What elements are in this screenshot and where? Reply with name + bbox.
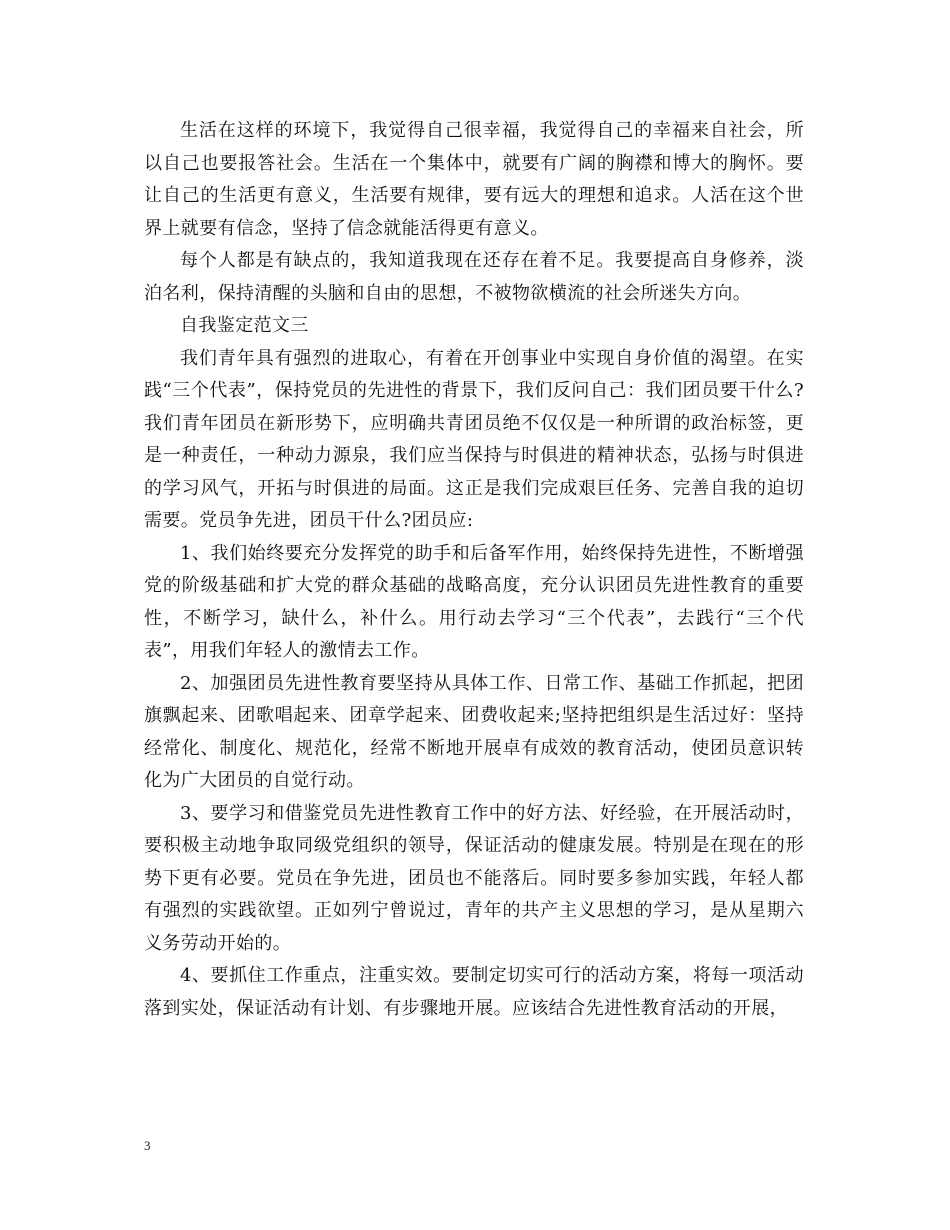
paragraph-6: 3、要学习和借鉴党员先进性教育工作中的好方法、好经验，在开展活动时，要积极主动地争取同级党组织的领导，保证活动的健康发展。特别是在现在的形势下更有必要。党员在争先进，团员也不能落后。同时要多参加实践，年轻人都有强烈的实践欲望。正如列宁曾说过，青年的共产主义思想的学习，是从星期六义务劳动开始的。 [144,802,804,954]
document-body [144,115,804,1025]
paragraph-3: 我们青年具有强烈的进取心，有着在开创事业中实现自身价值的渴望。在实践“三个代表”，保持党员的先进性的背景下，我们反问自己：我们团员要干什么?我们青年团员在新形势下，应明确共青团员绝不仅仅是一种所谓的政治标签，更是一种责任，一种动力源泉，我们应当保持与时俱进的精神状态，弘扬与时俱进的学习风气，开拓与时俱进的局面。这正是我们完成艰巨任务、完善自我的迫切需要。党员争先进，团员干什么?团员应: [144,347,804,531]
page-number: 3 [144,1138,151,1153]
section-heading: 自我鉴定范文三 [180,315,309,336]
paragraph-7: 4、要抓住工作重点，注重实效。要制定切实可行的活动方案，将每一项活动落到实处，保证活动有计划、有步骤地开展。应该结合先进性教育活动的开展， [144,965,804,1019]
paragraph-5: 2、加强团员先进性教育要坚持从具体工作、日常工作、基础工作抓起，把团旗飘起来、团歌唱起来、团章学起来、团费收起来;坚持把组织是生活过好：坚持经常化、制度化、规范化，经常不断地开展卓有成效的教育活动，使团员意识转化为广大团员的自觉行动。 [144,672,804,791]
paragraph-2: 每个人都是有缺点的，我知道我现在还存在着不足。我要提高自身修养，淡泊名利，保持清醒的头脑和自由的思想，不被物欲横流的社会所迷失方向。 [144,250,804,304]
paragraph-4: 1、我们始终要充分发挥党的助手和后备军作用，始终保持先进性，不断增强党的阶级基础和扩大党的群众基础的战略高度，充分认识团员先进性教育的重要性，不断学习，缺什么，补什么。用行动去学习“三个代表”，去践行“三个代表”，用我们年轻人的激情去工作。 [144,542,804,661]
paragraph-1: 生活在这样的环境下，我觉得自己很幸福，我觉得自己的幸福来自社会，所以自己也要报答社会。生活在一个集体中，就要有广阔的胸襟和博大的胸怀。要让自己的生活更有意义，生活要有规律，要有远大的理想和追求。人活在这个世界上就要有信念，坚持了信念就能活得更有意义。 [144,120,804,239]
